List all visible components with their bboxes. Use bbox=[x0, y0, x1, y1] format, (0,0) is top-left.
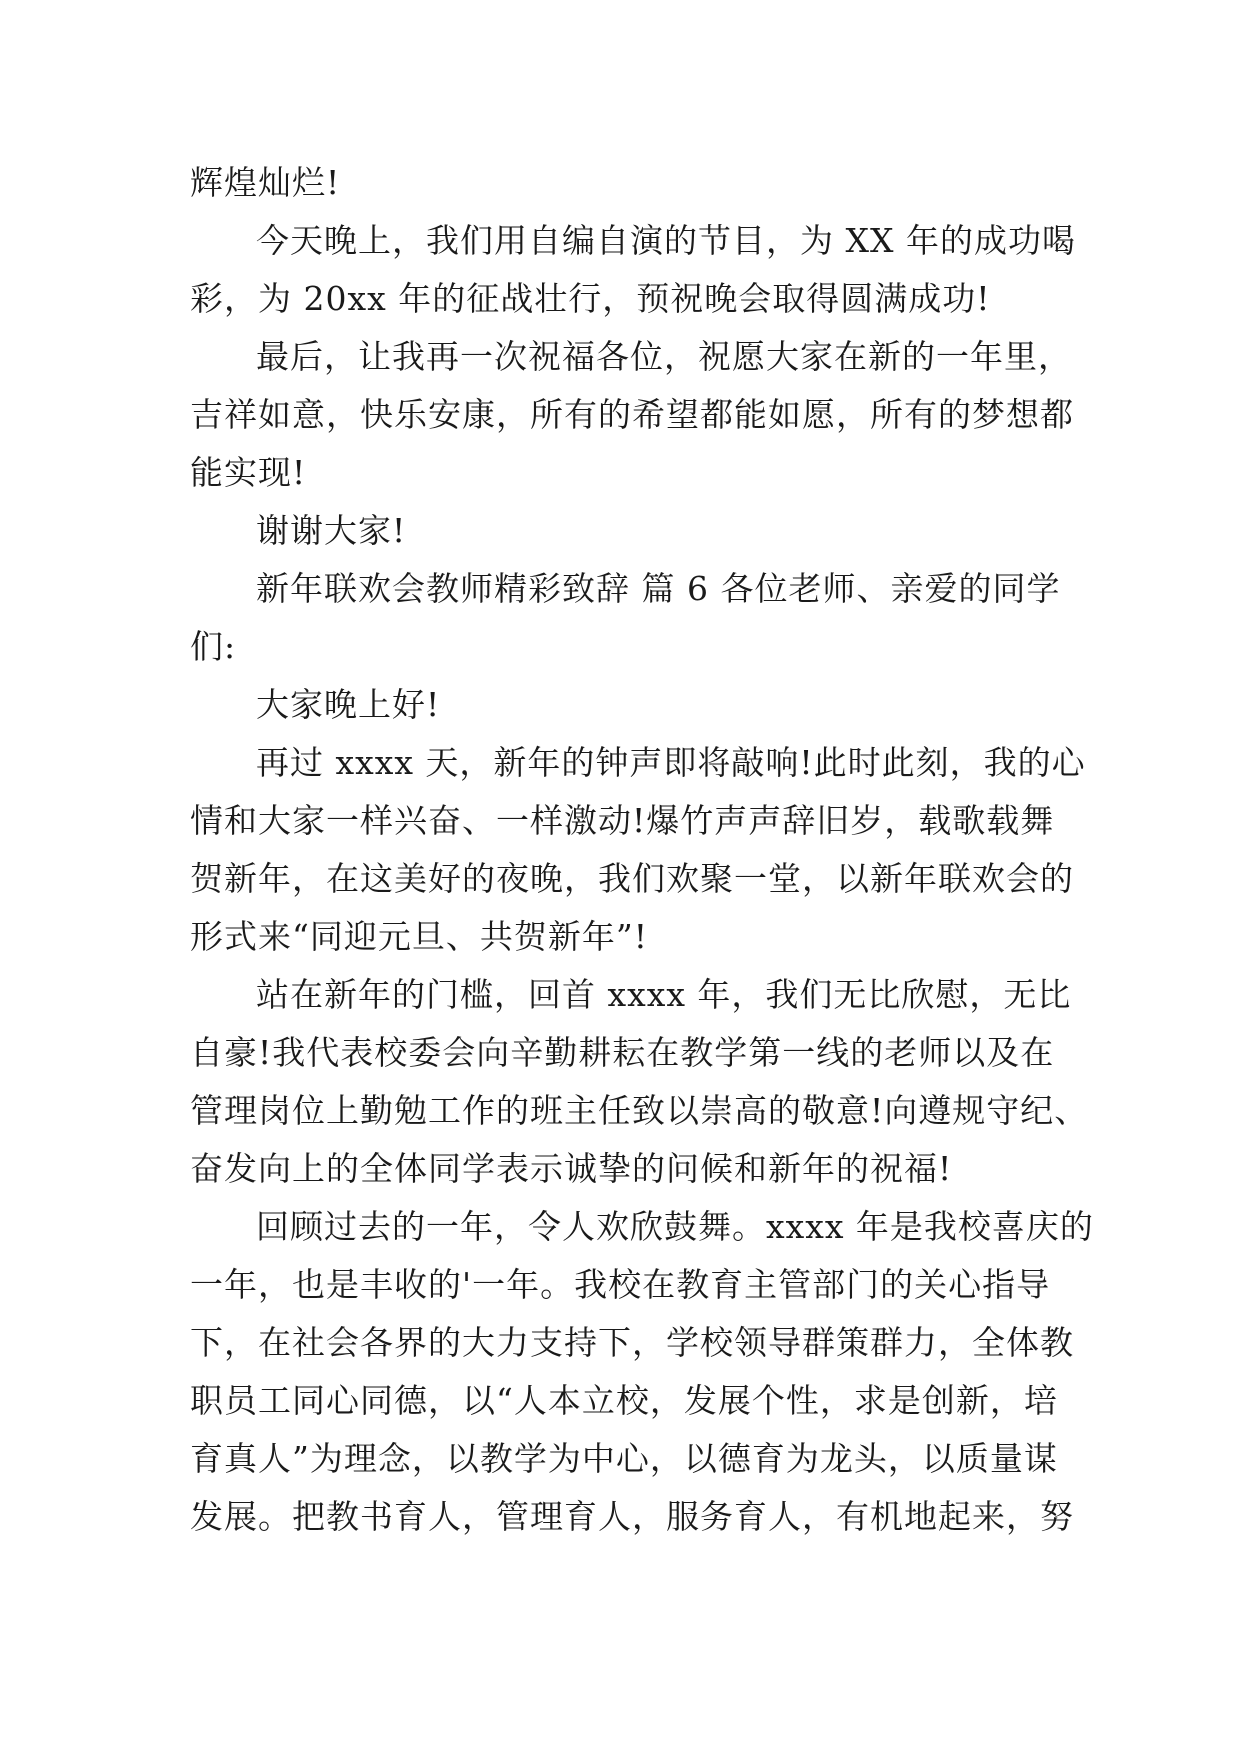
text-line: 再过 xxxx 天，新年的钟声即将敲响!此时此刻，我的心 bbox=[256, 743, 1086, 782]
text-line: 最后，让我再一次祝福各位，祝愿大家在新的一年里， bbox=[256, 337, 1072, 376]
text-line: 下，在社会各界的大力支持下，学校领导群策群力，全体教 bbox=[190, 1323, 1074, 1362]
text-line: 们: bbox=[190, 627, 237, 666]
section-heading-line: 新年联欢会教师精彩致辞 篇 6 各位老师、亲爱的同学 bbox=[256, 569, 1061, 608]
text-line: 谢谢大家! bbox=[256, 511, 407, 550]
text-line: 一年，也是丰收的'一年。我校在教育主管部门的关心指导 bbox=[190, 1265, 1051, 1304]
text-line: 吉祥如意，快乐安康，所有的希望都能如愿，所有的梦想都 bbox=[190, 395, 1074, 434]
text-line: 大家晚上好! bbox=[256, 685, 441, 724]
text-line: 贺新年，在这美好的夜晚，我们欢聚一堂，以新年联欢会的 bbox=[190, 859, 1074, 898]
text-line: 形式来“同迎元旦、共贺新年”! bbox=[190, 917, 649, 956]
body-text bbox=[190, 154, 1094, 1546]
text-line: 情和大家一样兴奋、一样激动!爆竹声声辞旧岁，载歌载舞 bbox=[190, 801, 1055, 840]
text-line: 奋发向上的全体同学表示诚挚的问候和新年的祝福! bbox=[190, 1149, 953, 1188]
text-line: 职员工同心同德，以“人本立校，发展个性，求是创新，培 bbox=[190, 1381, 1058, 1420]
text-line: 发展。把教书育人，管理育人，服务育人，有机地起来，努 bbox=[190, 1497, 1074, 1536]
text-line: 育真人”为理念，以教学为中心，以德育为龙头，以质量谋 bbox=[190, 1439, 1058, 1478]
text-line: 管理岗位上勤勉工作的班主任致以崇高的敬意!向遵规守纪、 bbox=[190, 1091, 1089, 1130]
text-line: 能实现! bbox=[190, 453, 307, 492]
text-line: 辉煌灿烂! bbox=[190, 163, 341, 202]
text-line: 自豪!我代表校委会向辛勤耕耘在教学第一线的老师以及在 bbox=[190, 1033, 1055, 1072]
text-line: 站在新年的门槛，回首 xxxx 年，我们无比欣慰，无比 bbox=[256, 975, 1072, 1014]
text-line: 彩，为 20xx 年的征战壮行，预祝晚会取得圆满成功! bbox=[190, 279, 991, 318]
text-line: 回顾过去的一年，令人欢欣鼓舞。xxxx 年是我校喜庆的 bbox=[256, 1207, 1094, 1246]
text-line: 今天晚上，我们用自编自演的节目，为 XX 年的成功喝 bbox=[256, 221, 1076, 260]
